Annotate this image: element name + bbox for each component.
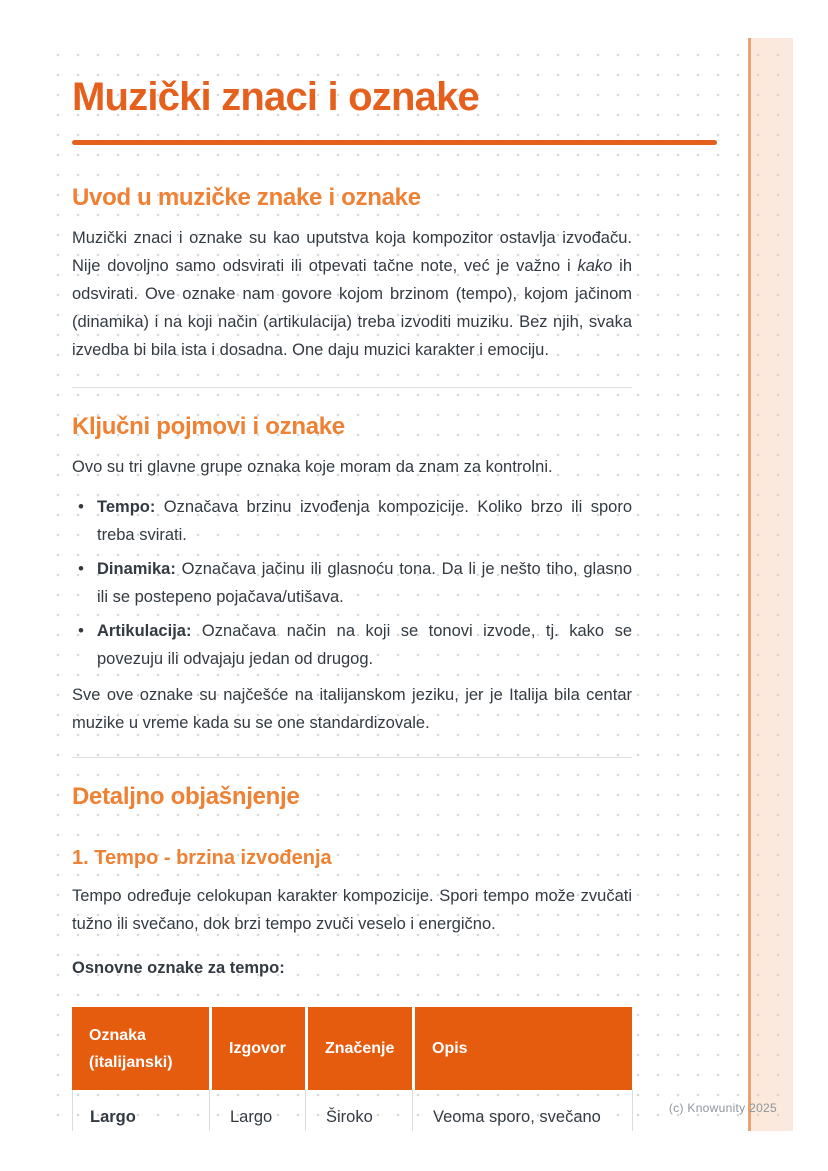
intro-paragraph bbox=[72, 224, 632, 364]
table-row bbox=[72, 1090, 632, 1131]
table-cell-znacenje: Široko bbox=[309, 1090, 413, 1131]
copyright-footer: (c) Knowunity 2025 bbox=[668, 1101, 777, 1115]
table-header-znacenje: Značenje bbox=[308, 1007, 412, 1090]
list-item-dinamika bbox=[72, 555, 632, 611]
key-terms-outro: Sve ove oznake su najčešće na italijanskom jeziku, jer je Italija bila centar muzike u vreme kada su se one standardizovale. bbox=[72, 686, 632, 732]
table-label: Osnovne oznake za tempo: bbox=[72, 959, 285, 977]
list-term: Tempo: bbox=[97, 498, 156, 516]
tempo-paragraph: Tempo određuje celokupan karakter kompozicije. Spori tempo može zvučati tužno ili svečano, dok brzi tempo zvuči veselo i energično. bbox=[72, 887, 632, 933]
list-text: Označava način na koji se tonovi izvode, tj. kako se povezuju ili odvajaju jedan od drugog. bbox=[97, 622, 632, 668]
key-terms-list bbox=[72, 493, 632, 673]
table-cell-izgovor: Largo bbox=[213, 1090, 306, 1131]
intro-text-start: Muzički znaci i oznake su kao uputstva koja kompozitor ostavlja izvođaču. Nije dovoljno samo odsvirati ili otpevati tačne note, već je važno i bbox=[72, 229, 632, 275]
section-divider bbox=[72, 757, 632, 758]
table-cell-oznaka: Largo bbox=[73, 1090, 210, 1131]
notebook-dotted-area bbox=[45, 38, 793, 1131]
title-underline bbox=[72, 140, 717, 145]
table-header-opis: Opis bbox=[415, 1007, 632, 1090]
content-column bbox=[72, 76, 632, 1131]
intro-text-end: ih odsvirati. Ove oznake nam govore kojom brzinom (tempo), kojom jačinom (dinamika) i na koji način (artikulacija) treba izvoditi muziku. Bez njih, svaka izvedba bi bila ista i dosadna. One daju muzici karakter i emociju. bbox=[72, 257, 632, 359]
key-terms-lead: Ovo su tri glavne grupe oznaka koje moram da znam za kontrolni. bbox=[72, 458, 553, 476]
list-item-tempo bbox=[72, 493, 632, 549]
list-term: Artikulacija: bbox=[97, 622, 192, 640]
page-title: Muzički znaci i oznake bbox=[72, 75, 479, 119]
list-item-artikulacija bbox=[72, 617, 632, 673]
table-cell-opis: Veoma sporo, svečano bbox=[416, 1090, 633, 1131]
section-heading-details: Detaljno objašnjenje bbox=[72, 783, 300, 810]
table-header-oznaka: Oznaka (italijanski) bbox=[72, 1007, 209, 1090]
section-heading-key-terms: Ključni pojmovi i oznake bbox=[72, 413, 345, 440]
list-text: Označava jačinu ili glasnoću tona. Da li je nešto tiho, glasno ili se postepeno pojačava/utišava. bbox=[97, 560, 632, 606]
margin-stripe-decoration bbox=[748, 38, 793, 1131]
tempo-table bbox=[72, 1007, 632, 1131]
list-term: Dinamika: bbox=[97, 560, 176, 578]
subsection-heading-tempo: 1. Tempo - brzina izvođenja bbox=[72, 847, 332, 869]
list-text: Označava brzinu izvođenja kompozicije. Koliko brzo ili sporo treba svirati. bbox=[97, 498, 632, 544]
table-header-izgovor: Izgovor bbox=[212, 1007, 305, 1090]
table-header-row bbox=[72, 1007, 632, 1090]
section-divider bbox=[72, 387, 632, 388]
section-heading-intro: Uvod u muzičke znake i oznake bbox=[72, 184, 421, 211]
italic-word: kako bbox=[577, 257, 613, 275]
